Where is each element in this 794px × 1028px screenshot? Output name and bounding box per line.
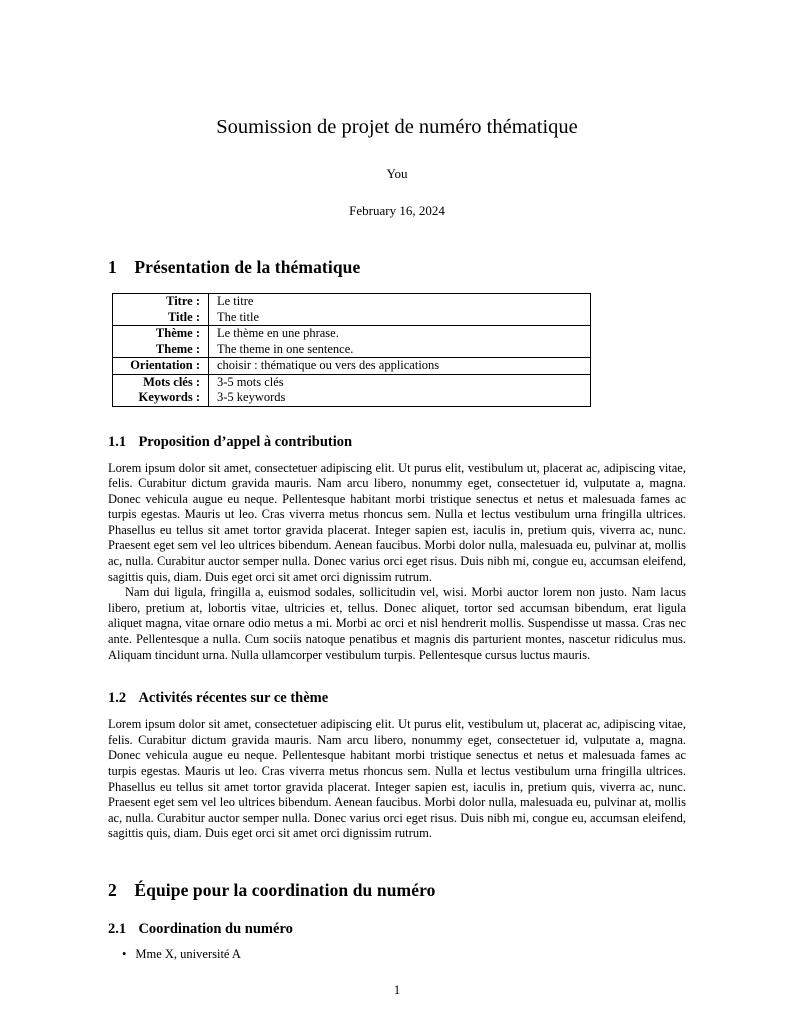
- section-2-heading: [108, 880, 686, 901]
- paragraph-lipsum-1-repeat: Lorem ipsum dolor sit amet, consectetuer adipiscing elit. Ut purus elit, vestibulum ut, placerat ac, adipiscing vitae, felis. Curabitur dictum gravida mauris. Nam arcu libero, nonummy eget, consectetuer id, vulputate a, magna. Donec vehicula augue eu neque. Pellentesque habitant morbi tristique senectus et netus et malesuada fames ac turpis egestas. Mauris ut leo. Cras viverra metus rhoncus sem. Nulla et lectus vestibulum urna fringilla ultrices. Phasellus eu tellus sit amet tortor gravida placerat. Integer sapien est, iaculis in, pretium quis, viverra ac, nunc. Praesent eget sem vel leo ultrices bibendum. Aenean faucibus. Morbi dolor nulla, malesuada eu, pulvinar at, mollis ac, nulla. Curabitur auctor semper nulla. Donec varius orci eget risus. Duis nibh mi, congue eu, accumsan eleifend, sagittis quis, diam. Duis eget orci sit amet orci dignissim rutrum.: [108, 717, 686, 841]
- table-row-label: Theme :: [113, 342, 209, 358]
- topic-summary-table: [112, 293, 591, 407]
- team-member-name: Mme X, université A: [135, 946, 241, 961]
- bullet-icon: •: [122, 946, 127, 961]
- subsection-1-2-number: 1.2: [108, 690, 127, 707]
- subsection-1-1-heading: [108, 434, 686, 451]
- subsection-1-2-heading: [108, 690, 686, 707]
- coordination-team-list: [108, 947, 686, 962]
- table-row-label: Titre :: [113, 294, 209, 310]
- table-row-value: The title: [217, 309, 259, 324]
- table-row: [113, 342, 591, 358]
- table-row: [113, 326, 591, 342]
- table-row: [113, 294, 591, 310]
- subsection-2-1-title: Coordination du numéro: [138, 920, 293, 937]
- document-content: [108, 0, 686, 962]
- section-2-number: 2: [108, 879, 117, 900]
- subsection-1-1-number: 1.1: [108, 433, 127, 450]
- section-2-title: Équipe pour la coordination du numéro: [134, 879, 436, 900]
- table-row-label: Title :: [113, 310, 209, 326]
- subsection-2-1-number: 2.1: [108, 920, 127, 937]
- table-row-value: 3-5 mots clés: [209, 374, 591, 390]
- document-date: February 16, 2024: [349, 203, 445, 218]
- section-1-heading: [108, 257, 686, 278]
- table-row-value: The theme in one sentence.: [217, 341, 354, 356]
- table-row-value: choisir : thématique ou vers des applications: [209, 358, 591, 375]
- subsection-1-1-title: Proposition d’appel à contribution: [138, 433, 353, 450]
- table-row: [113, 374, 591, 390]
- title-block: [108, 0, 686, 219]
- table-row: [113, 310, 591, 326]
- paragraph-lipsum-2: Nam dui ligula, fringilla a, euismod sodales, sollicitudin vel, wisi. Morbi auctor lorem non justo. Nam lacus libero, pretium at, lobortis vitae, ultricies et, tellus. Donec aliquet, tortor sed accumsan bibendum, erat ligula aliquet magna, vitae ornare odio metus a mi. Morbi ac orci et nisl hendrerit mollis. Suspendisse ut massa. Cras nec ante. Pellentesque a nulla. Cum sociis natoque penatibus et magnis dis parturient montes, nascetur ridiculus mus. Aliquam tincidunt urna. Nulla ullamcorper vestibulum turpis. Pellentesque cursus luctus mauris.: [108, 585, 686, 662]
- table-row-label: Orientation :: [113, 358, 209, 375]
- table-row-value: Le thème en une phrase.: [209, 326, 591, 342]
- table-row: [113, 390, 591, 406]
- paragraph-lipsum-1: Lorem ipsum dolor sit amet, consectetuer adipiscing elit. Ut purus elit, vestibulum ut, placerat ac, adipiscing vitae, felis. Curabitur dictum gravida mauris. Nam arcu libero, nonummy eget, consectetuer id, vulputate a, magna. Donec vehicula augue eu neque. Pellentesque habitant morbi tristique senectus et netus et malesuada fames ac turpis egestas. Mauris ut leo. Cras viverra metus rhoncus sem. Nulla et lectus vestibulum urna fringilla ultrices. Phasellus eu tellus sit amet tortor gravida placerat. Integer sapien est, iaculis in, pretium quis, viverra ac, nunc. Praesent eget sem vel leo ultrices bibendum. Aenean faucibus. Morbi dolor nulla, malesuada eu, pulvinar at, mollis ac, nulla. Curabitur auctor semper nulla. Donec varius orci eget risus. Duis nibh mi, congue eu, accumsan eleifend, sagittis quis, diam. Duis eget orci sit amet orci dignissim rutrum.: [108, 460, 686, 584]
- table-row-label: Mots clés :: [113, 374, 209, 390]
- document-author: You: [386, 166, 408, 181]
- subsection-2-1-heading: [108, 921, 686, 938]
- section-1-title: Présentation de la thématique: [134, 257, 361, 277]
- document-title: Soumission de projet de numéro thématique: [216, 116, 578, 138]
- table-row-value: Le titre: [217, 294, 254, 308]
- section-1-number: 1: [108, 257, 117, 277]
- page-number: 1: [393, 983, 401, 997]
- table-row-label: Thème :: [113, 326, 209, 342]
- table-row: [113, 358, 591, 375]
- list-item: [122, 947, 686, 962]
- table-row-value: 3-5 keywords: [217, 390, 286, 404]
- subsection-1-2-title: Activités récentes sur ce thème: [138, 690, 329, 707]
- table-row-label: Keywords :: [113, 390, 209, 406]
